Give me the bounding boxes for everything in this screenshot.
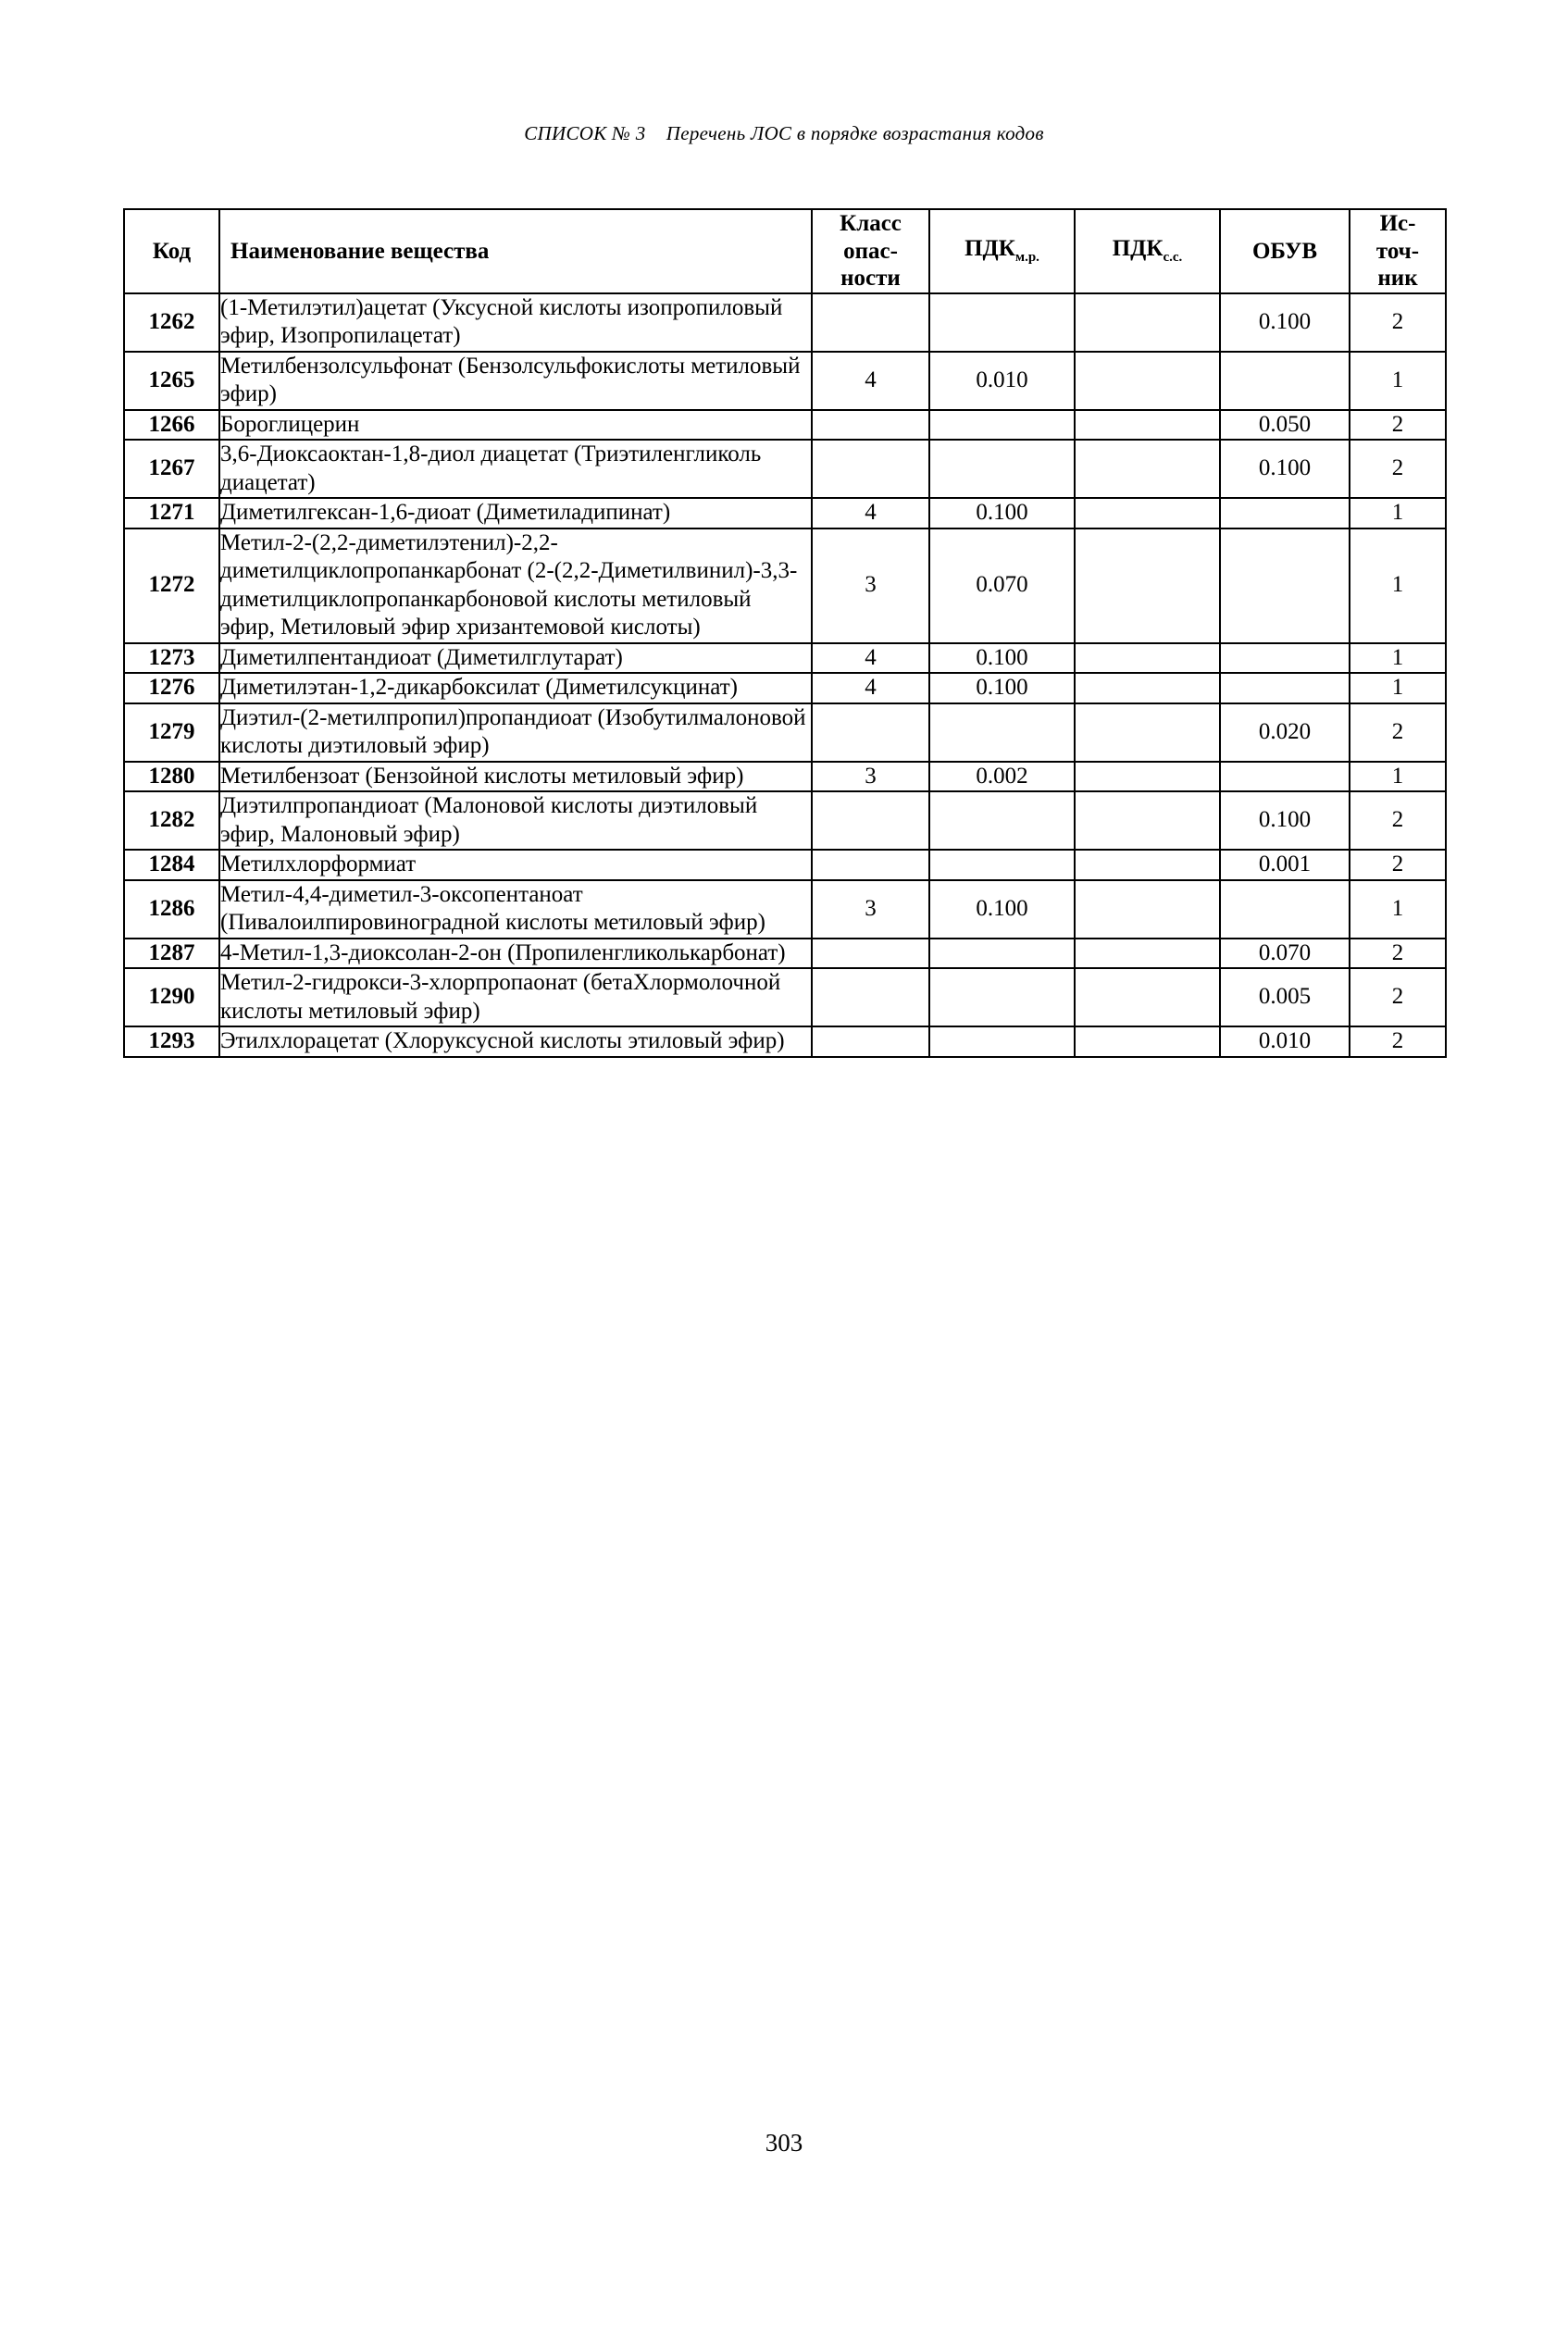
cell-source: 1 <box>1350 880 1446 939</box>
column-header-pdk-mr-sub: м.р. <box>1014 250 1039 266</box>
cell-code: 1276 <box>124 673 219 703</box>
cell-class <box>812 293 929 352</box>
cell-source: 2 <box>1350 703 1446 762</box>
cell-source: 1 <box>1350 762 1446 792</box>
column-header-pdk-ss-main: ПДК <box>1112 236 1164 262</box>
cell-obuv <box>1220 880 1350 939</box>
cell-class <box>812 968 929 1026</box>
column-header-class <box>812 209 929 293</box>
cell-obuv <box>1220 762 1350 792</box>
cell-source: 2 <box>1350 410 1446 441</box>
cell-pdk-ss <box>1075 673 1220 703</box>
cell-obuv: 0.005 <box>1220 968 1350 1026</box>
cell-source: 2 <box>1350 850 1446 880</box>
cell-code: 1280 <box>124 762 219 792</box>
cell-name: Диметилпентандиоат (Диметилглутарат) <box>219 643 812 674</box>
cell-code: 1266 <box>124 410 219 441</box>
table-row <box>124 762 1446 792</box>
table-row <box>124 850 1446 880</box>
table-row <box>124 410 1446 441</box>
cell-pdk-ss <box>1075 440 1220 498</box>
running-head-prefix: СПИСОК № 3 <box>524 122 646 144</box>
column-header-class-line3: ности <box>840 266 901 291</box>
cell-name: Метилхлорформиат <box>219 850 812 880</box>
cell-source: 2 <box>1350 440 1446 498</box>
cell-source: 2 <box>1350 939 1446 969</box>
cell-source: 1 <box>1350 528 1446 643</box>
page-number: 303 <box>765 2129 803 2157</box>
cell-pdk-ss <box>1075 293 1220 352</box>
cell-obuv <box>1220 498 1350 528</box>
cell-source: 2 <box>1350 791 1446 850</box>
cell-pdk-ss <box>1075 703 1220 762</box>
cell-code: 1279 <box>124 703 219 762</box>
column-header-class-line1: Класс <box>840 211 902 236</box>
column-header-source-line3: ник <box>1377 266 1418 291</box>
cell-obuv: 0.050 <box>1220 410 1350 441</box>
table-header-row <box>124 209 1446 293</box>
column-header-class-line2: опас- <box>843 238 898 264</box>
cell-class <box>812 939 929 969</box>
cell-pdk-ss <box>1075 968 1220 1026</box>
cell-obuv <box>1220 643 1350 674</box>
cell-source: 2 <box>1350 968 1446 1026</box>
cell-obuv: 0.100 <box>1220 440 1350 498</box>
cell-source: 1 <box>1350 673 1446 703</box>
column-header-code: Код <box>124 209 219 293</box>
table-header <box>124 209 1446 293</box>
column-header-pdk-ss-sub: с.с. <box>1163 250 1183 266</box>
cell-obuv: 0.070 <box>1220 939 1350 969</box>
cell-pdk-mr <box>929 939 1075 969</box>
cell-pdk-mr: 0.002 <box>929 762 1075 792</box>
table-row <box>124 643 1446 674</box>
cell-obuv: 0.010 <box>1220 1026 1350 1057</box>
cell-name: Метил-2-гидрокси-3-хлорпропаонат (бетаХлормолочной кислоты метиловый эфир) <box>219 968 812 1026</box>
cell-pdk-mr <box>929 293 1075 352</box>
cell-name: Диметилгексан-1,6-диоат (Диметиладипинат) <box>219 498 812 528</box>
cell-class <box>812 410 929 441</box>
cell-pdk-mr <box>929 410 1075 441</box>
cell-code: 1262 <box>124 293 219 352</box>
cell-obuv: 0.100 <box>1220 293 1350 352</box>
cell-source: 2 <box>1350 1026 1446 1057</box>
cell-pdk-mr <box>929 703 1075 762</box>
column-header-source-line2: точ- <box>1375 238 1420 264</box>
column-header-source-line1: Ис- <box>1379 211 1416 236</box>
cell-pdk-mr: 0.100 <box>929 880 1075 939</box>
table-row <box>124 791 1446 850</box>
cell-code: 1267 <box>124 440 219 498</box>
cell-name: Бороглицерин <box>219 410 812 441</box>
cell-code: 1272 <box>124 528 219 643</box>
cell-class: 3 <box>812 880 929 939</box>
substances-table <box>123 208 1447 1058</box>
cell-pdk-ss <box>1075 880 1220 939</box>
cell-class <box>812 850 929 880</box>
cell-code: 1286 <box>124 880 219 939</box>
cell-name: Диэтил-(2-метилпропил)пропандиоат (Изобутилмалоновой кислоты диэтиловый эфир) <box>219 703 812 762</box>
cell-name: Метил-2-(2,2-диметилэтенил)-2,2-диметилциклопропанкарбонат (2-(2,2-Диметилвинил)-3,3-диметилциклопропанкарбоновой кислоты метиловый эфир, Метиловый эфир хризантемовой кислоты) <box>219 528 812 643</box>
column-header-pdk-mr-main: ПДК <box>964 236 1015 262</box>
column-header-pdk-mr <box>929 209 1075 293</box>
table-row <box>124 673 1446 703</box>
table-row <box>124 528 1446 643</box>
cell-name: Метилбензолсульфонат (Бензолсульфокислоты метиловый эфир) <box>219 352 812 410</box>
cell-pdk-ss <box>1075 643 1220 674</box>
cell-source: 1 <box>1350 498 1446 528</box>
table-row <box>124 880 1446 939</box>
cell-pdk-mr: 0.100 <box>929 643 1075 674</box>
cell-class: 3 <box>812 762 929 792</box>
cell-class: 4 <box>812 643 929 674</box>
column-header-source <box>1350 209 1446 293</box>
cell-code: 1284 <box>124 850 219 880</box>
column-header-obuv: ОБУВ <box>1220 209 1350 293</box>
cell-class: 3 <box>812 528 929 643</box>
cell-pdk-mr <box>929 850 1075 880</box>
cell-code: 1271 <box>124 498 219 528</box>
cell-name: 4-Метил-1,3-диоксолан-2-он (Пропиленгликолькарбонат) <box>219 939 812 969</box>
table-row <box>124 352 1446 410</box>
table-row <box>124 939 1446 969</box>
cell-pdk-ss <box>1075 528 1220 643</box>
cell-obuv: 0.020 <box>1220 703 1350 762</box>
cell-code: 1293 <box>124 1026 219 1057</box>
cell-pdk-mr <box>929 791 1075 850</box>
cell-obuv <box>1220 528 1350 643</box>
cell-pdk-mr: 0.100 <box>929 673 1075 703</box>
column-header-name: Наименование вещества <box>219 209 812 293</box>
cell-code: 1287 <box>124 939 219 969</box>
table-row <box>124 440 1446 498</box>
running-head <box>0 122 1568 145</box>
cell-name: Этилхлорацетат (Хлоруксусной кислоты этиловый эфир) <box>219 1026 812 1057</box>
cell-code: 1290 <box>124 968 219 1026</box>
cell-pdk-mr <box>929 440 1075 498</box>
cell-obuv: 0.001 <box>1220 850 1350 880</box>
cell-pdk-mr: 0.070 <box>929 528 1075 643</box>
table-row <box>124 498 1446 528</box>
cell-name: Метил-4,4-диметил-3-оксопентаноат (Пивалоилпировиноградной кислоты метиловый эфир) <box>219 880 812 939</box>
table-row <box>124 1026 1446 1057</box>
table-row <box>124 703 1446 762</box>
cell-name: 3,6-Диоксаоктан-1,8-диол диацетат (Триэтиленгликоль диацетат) <box>219 440 812 498</box>
table-row <box>124 293 1446 352</box>
cell-name: Метилбензоат (Бензойной кислоты метиловый эфир) <box>219 762 812 792</box>
cell-pdk-ss <box>1075 850 1220 880</box>
cell-source: 1 <box>1350 643 1446 674</box>
cell-pdk-mr: 0.100 <box>929 498 1075 528</box>
table-body <box>124 293 1446 1057</box>
cell-class: 4 <box>812 673 929 703</box>
cell-code: 1265 <box>124 352 219 410</box>
cell-pdk-ss <box>1075 498 1220 528</box>
cell-class: 4 <box>812 498 929 528</box>
cell-obuv: 0.100 <box>1220 791 1350 850</box>
cell-obuv <box>1220 352 1350 410</box>
cell-class <box>812 703 929 762</box>
cell-class <box>812 791 929 850</box>
cell-code: 1282 <box>124 791 219 850</box>
cell-class <box>812 440 929 498</box>
cell-code: 1273 <box>124 643 219 674</box>
cell-source: 1 <box>1350 352 1446 410</box>
cell-source: 2 <box>1350 293 1446 352</box>
cell-name: Диэтилпропандиоат (Малоновой кислоты диэтиловый эфир, Малоновый эфир) <box>219 791 812 850</box>
column-header-pdk-ss <box>1075 209 1220 293</box>
running-head-spacer <box>651 122 661 144</box>
table-row <box>124 968 1446 1026</box>
cell-pdk-ss <box>1075 352 1220 410</box>
cell-name: Диметилэтан-1,2-дикарбоксилат (Диметилсукцинат) <box>219 673 812 703</box>
cell-pdk-ss <box>1075 939 1220 969</box>
cell-pdk-ss <box>1075 791 1220 850</box>
cell-pdk-ss <box>1075 410 1220 441</box>
cell-class <box>812 1026 929 1057</box>
cell-obuv <box>1220 673 1350 703</box>
running-head-text: Перечень ЛОС в порядке возрастания кодов <box>666 122 1044 144</box>
cell-pdk-mr <box>929 968 1075 1026</box>
cell-pdk-mr: 0.010 <box>929 352 1075 410</box>
cell-pdk-mr <box>929 1026 1075 1057</box>
cell-name: (1-Метилэтил)ацетат (Уксусной кислоты изопропиловый эфир, Изопропилацетат) <box>219 293 812 352</box>
cell-pdk-ss <box>1075 762 1220 792</box>
cell-class: 4 <box>812 352 929 410</box>
cell-pdk-ss <box>1075 1026 1220 1057</box>
